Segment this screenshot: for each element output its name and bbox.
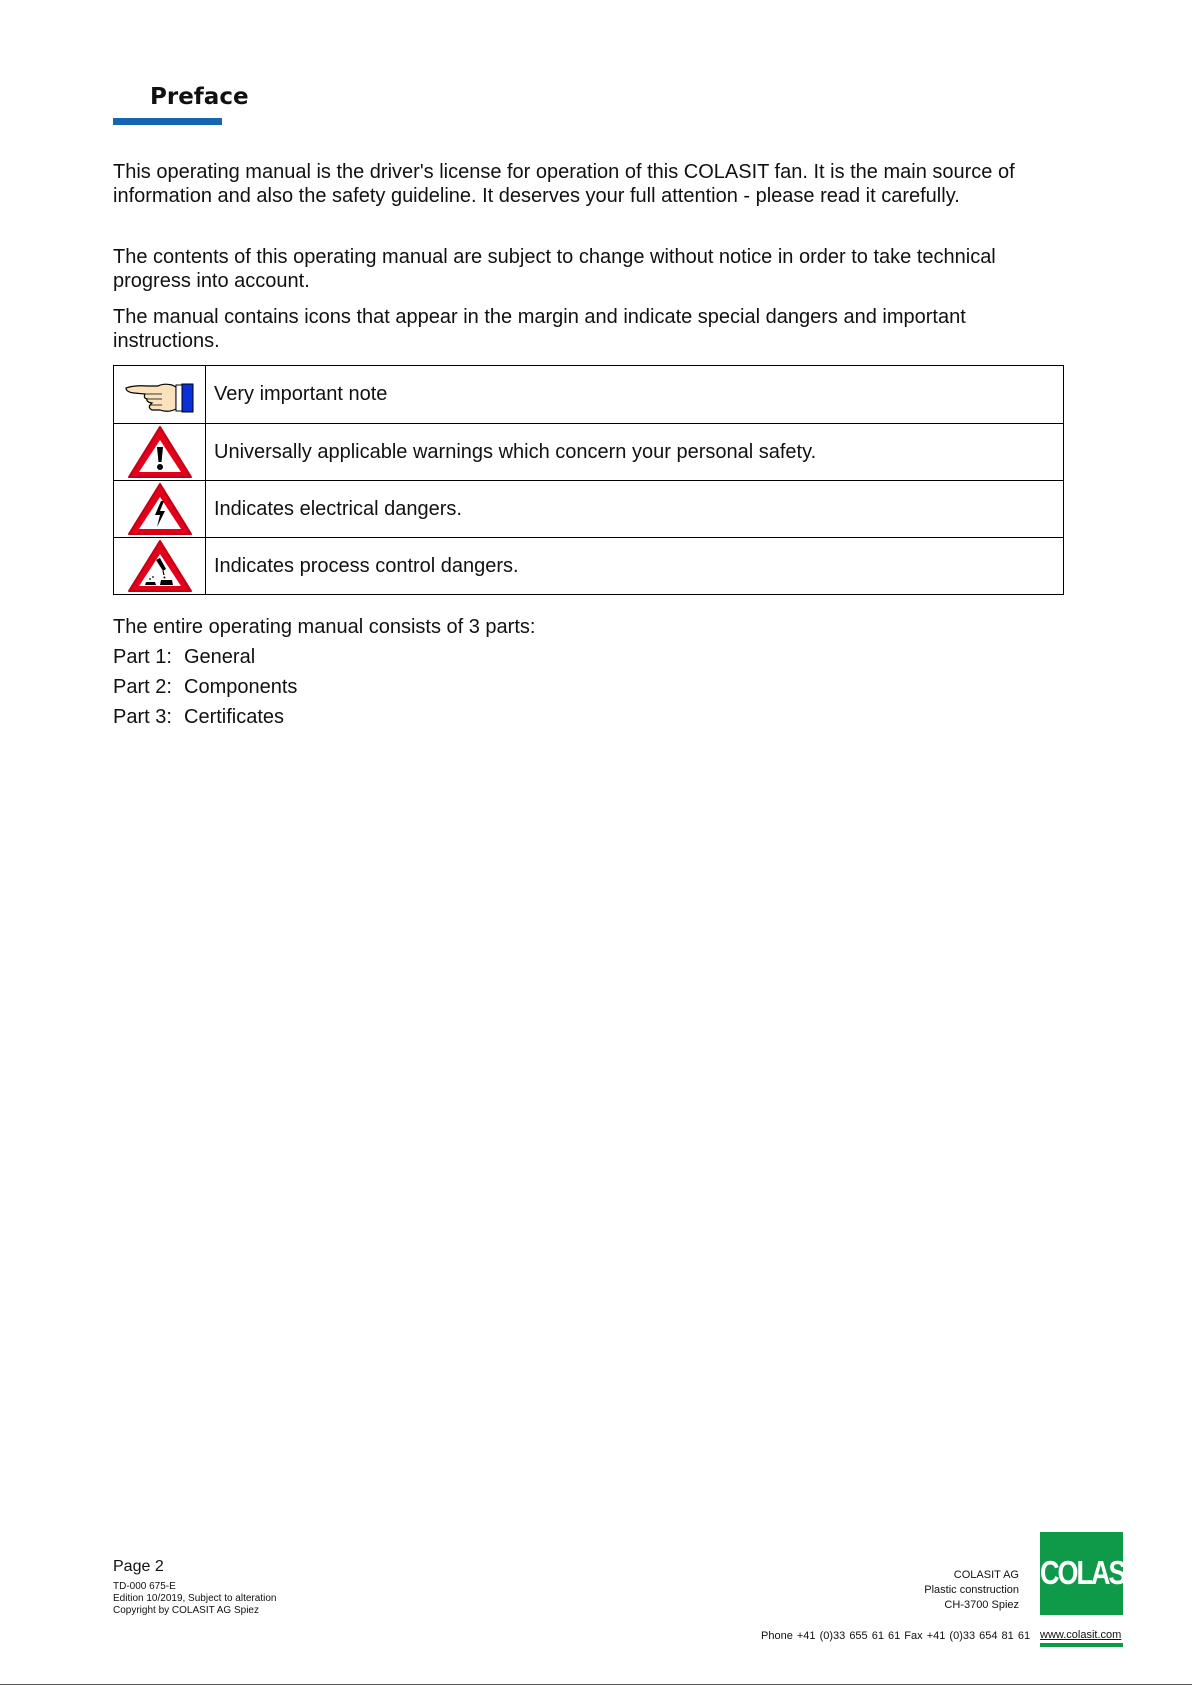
part-label: Part 3: [113,706,172,728]
table-cell-text: Indicates process control dangers. [206,538,1064,595]
copyright-note: Copyright by COLASIT AG Spiez [113,1605,259,1616]
page-number: Page 2 [113,1558,164,1575]
icon-legend-table [113,365,1064,595]
edition-note: Edition 10/2019, Subject to alteration [113,1593,277,1604]
table-cell-text: Universally applicable warnings which concern your personal safety. [206,424,1064,481]
parts-intro: The entire operating manual consists of 3 parts: [113,616,536,638]
logo-text: COLASIT [1040,1554,1145,1592]
electrical-warning-icon [126,481,194,537]
part-name: Certificates [184,706,285,728]
part-label: Part 2: [113,676,172,698]
company-address: CH-3700 Spiez [944,1599,1019,1611]
intro-paragraph: This operating manual is the driver's license for operation of this COLASIT fan. It is the main source of information and also the safety guideline. It deserves your full attention - please read it carefully. [113,161,1015,207]
pointing-hand-icon [124,375,196,415]
table-row [114,424,1064,481]
company-division: Plastic construction [924,1584,1019,1596]
title-underline [113,118,222,125]
part-name: Components [184,676,298,698]
table-row [114,481,1064,538]
table-row [114,366,1064,424]
website-link[interactable]: www.colasit.com [1040,1629,1122,1641]
exclamation-warning-icon [126,424,194,480]
part-label: Part 1: [113,646,172,668]
table-cell-text: Indicates electrical dangers. [206,481,1064,538]
website-underline [1040,1643,1123,1647]
contact-info: Phone +41 (0)33 655 61 61 Fax +41 (0)33 654 81 61 [761,1630,1031,1642]
changes-paragraph: The contents of this operating manual are subject to change without notice in order to take technical progress into account. [113,246,996,292]
list-item [113,706,284,729]
part-name: General [184,646,256,668]
list-item [113,646,255,669]
table-cell-text: Very important note [206,366,1064,424]
document-id: TD-000 675-E [113,1581,176,1592]
corrosive-warning-icon [126,538,194,594]
company-name: COLASIT AG [953,1569,1019,1581]
colasit-logo [1040,1532,1145,1615]
page-title: Preface [150,84,249,110]
table-row [114,538,1064,595]
list-item [113,676,297,699]
icons-paragraph: The manual contains icons that appear in the margin and indicate special dangers and important instructions. [113,306,966,352]
